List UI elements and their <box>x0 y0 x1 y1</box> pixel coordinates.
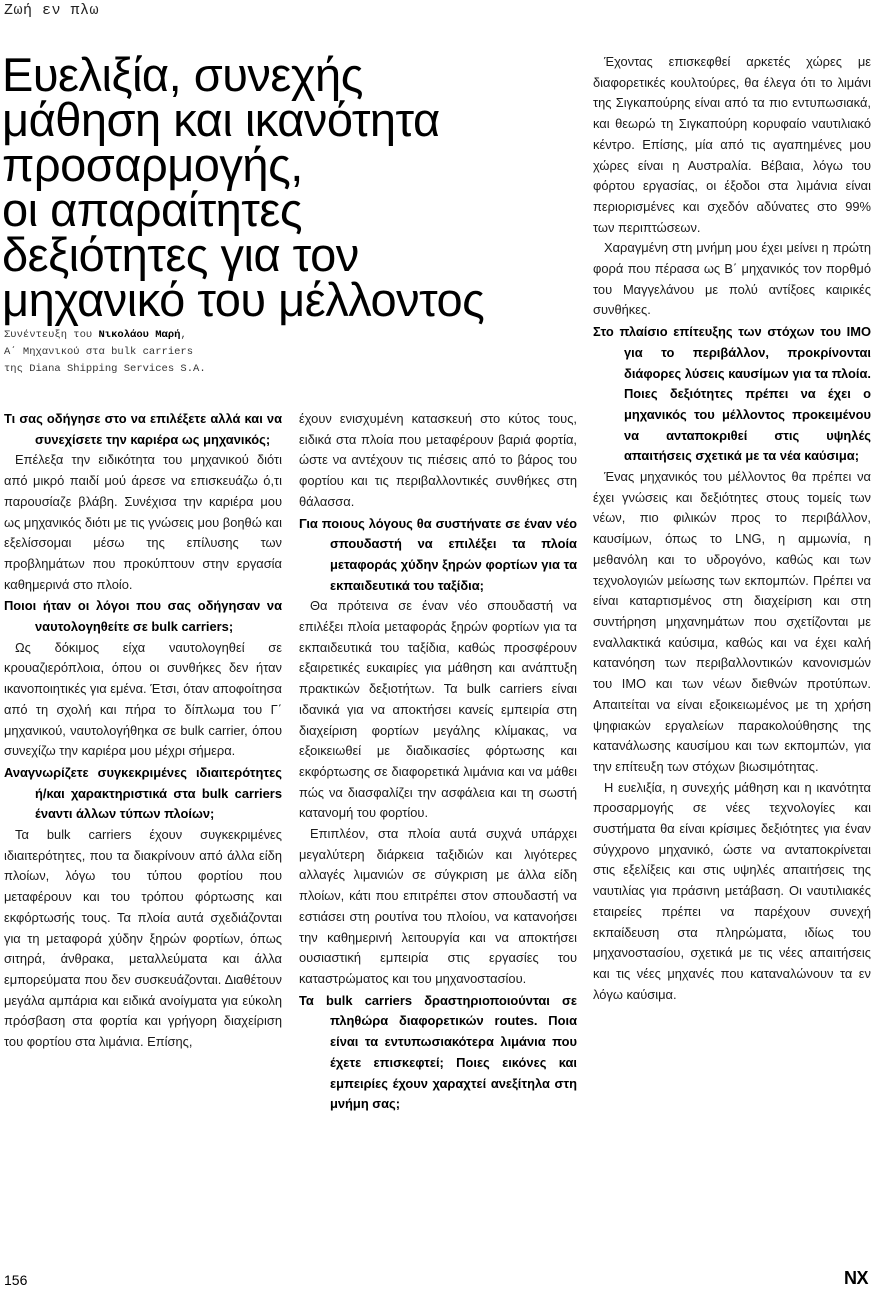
magazine-logo: NX <box>843 1268 868 1288</box>
headline-line: μάθηση και ικανότητα <box>2 93 440 146</box>
byline-prefix: Συνέντευξη του <box>4 329 99 341</box>
section-label: Ζωή εν πλω <box>4 2 100 19</box>
interviewee-name: Νικολάου Μαρή <box>98 329 181 341</box>
answer-paragraph: έχουν ενισχυμένη κατασκευή στο κύτος τους, ειδικά στα πλοία που μεταφέρουν βαριά φορτία, ώστε να αντέχουν τις πιέσεις από το βάρος του φορτίου και τις περιβαλλοντικές συνθήκες στη θάλασσα. <box>299 411 577 509</box>
article-column-1 <box>4 409 282 1053</box>
answer-paragraph: Ως δόκιμος είχα ναυτολογηθεί σε κρουαζιερόπλοια, όπου οι συνθήκες δεν ήταν ικανοποιητικές για εμένα. Έτσι, όταν αποφοίτησα από τη σχολή και πήρα το δίπλωμα του Γ΄ μηχανικού, ναυτολογήθηκα σε bulk carrier, όπου συνεχίζω την καριέρα μου μέχρι σήμερα. <box>4 639 282 759</box>
headline-line: προσαρμογής, <box>2 138 303 191</box>
headline-line: οι απαραίτητες <box>2 183 302 236</box>
interview-question: Ποιοι ήταν οι λόγοι που σας οδήγησαν να ναυτολογηθείτε σε bulk carriers; <box>4 598 282 635</box>
interview-question: Αναγνωρίζετε συγκεκριμένες ιδιαιτερότητες ή/και χαρακτηριστικά στα bulk carriers έναντι άλλων τύπων πλοίων; <box>4 764 282 822</box>
byline <box>4 327 304 378</box>
article-column-3 <box>593 52 871 1005</box>
answer-paragraph: Επιπλέον, στα πλοία αυτά συχνά υπάρχει μεγαλύτερη διάρκεια ταξιδιών και λιγότερες αλλαγές λιμανιών σε σύγκριση με άλλα είδη πλοίων, κάτι που επιτρέπει στον σπουδαστή να εστιάσει στη ρουτίνα του πλοίου, να κατανοήσει την καθημερινή λειτουργία και να αποκτήσει ουσιαστική εμπειρία στις εργασίες του καταστρώματος και του μηχανοστασίου. <box>299 826 577 986</box>
headline-line: Ευελιξία, συνεχής <box>2 48 363 101</box>
answer-paragraph: Η ευελιξία, η συνεχής μάθηση και η ικανότητα προσαρμογής σε νέες τεχνολογίες και συστήματα θα είναι κρίσιμες δεξιότητες για έναν σύγχρονο μηχανικό, ώστε να ανταποκρίνεται στις εξελίξεις και στις υψηλές απαιτήσεις της ναυτιλίας για πράσινη μετάβαση. Οι ναυτιλιακές εταιρείες πρέπει να παρέχουν συνεχή εκπαίδευση στα πληρώματα, ιδίως του μηχανοστασίου, σχετικά με τις νέες απαιτήσεις και τις νέες μηχανές που καταναλώνουν τα εν λόγω καύσιμα. <box>593 779 871 1002</box>
answer-paragraph: Έχοντας επισκεφθεί αρκετές χώρες με διαφορετικές κουλτούρες, θα έλεγα ότι το λιμάνι της Σιγκαπούρης είναι από τα πιο εντυπωσιακά, και θεωρώ τη Σιγκαπούρη κορυφαίο ναυτιλιακό κέντρο. Επίσης, μία από τις αγαπημένες μου χώρες είναι η Αυστραλία. Βέβαια, λόγω του φόρτου εργασίας, οι έξοδοι στα λιμάνια είναι περιορισμένες και σχεδόν αδύνατες στο 99% των περιπτώσεων. <box>593 54 871 235</box>
interview-question: Για ποιους λόγους θα συστήνατε σε έναν νέο σπουδαστή να επιλέξει τα πλοία μεταφοράς χύδην ξηρών φορτίων για τα εκπαιδευτικά του ταξίδια; <box>299 515 577 593</box>
answer-paragraph: Χαραγμένη στη μνήμη μου έχει μείνει η πρώτη φορά που πέρασα ως Β΄ μηχανικός τον πορθμό του Μαγγελάνου με πολύ αντίξοες καιρικές συνθήκες. <box>593 240 871 318</box>
answer-paragraph: Ένας μηχανικός του μέλλοντος θα πρέπει να έχει γνώσεις και δεξιότητες στους τομείς των νέων, πιο φιλικών προς το περιβάλλον, καυσίμων, όπως το LNG, η αμμωνία, η μεθανόλη και το υδρογόνο, καθώς και των τεχνολογιών μείωσης των εκπομπών. Πρέπει να είναι καταρτισμένος στη διαχείριση και στη συντήρηση μηχανημάτων που σχετίζονται με εναλλακτικά καύσιμα, καθώς και να έχει καλή κατανόηση των περιβαλλοντικών κανονισμών του IMO και των νέων διεθνών προτύπων. Απαιτείται να είναι εξοικειωμένος με τη χρήση ψηφιακών εργαλείων παρακολούθησης της κατανάλωσης καυσίμου και των εκπομπών, για την επίτευξη των στόχων βιωσιμότητας. <box>593 469 871 774</box>
answer-paragraph: Τα bulk carriers έχουν συγκεκριμένες ιδιαιτερότητες, που τα διακρίνουν από άλλα είδη πλοίων, λόγω του τύπου φορτίου που μεταφέρουν και του τρόπου φόρτωσης και εκφόρτωσής τους. Τα πλοία αυτά σχεδιάζονται για τη μεταφορά χύδην ξηρών φορτίων, όπως σιτηρά, άνθρακα, μεταλλεύματα και άλλα εμπορεύματα που δεν συσκευάζονται. Διαθέτουν μεγάλα αμπάρια και ειδικά ανοίγματα για εύκολη πρόσβαση στα φορτία και γρήγορη διαχείριση του φορτίου στα λιμάνια. Επίσης, <box>4 827 282 1050</box>
interviewee-role: Α΄ Μηχανικού στα bulk carriers <box>4 346 194 358</box>
headline-line: δεξιότητες για τον <box>2 228 359 281</box>
interview-question: Τι σας οδήγησε στο να επιλέξετε αλλά και να συνεχίσετε την καριέρα ως μηχανικός; <box>4 411 282 447</box>
page-number: 156 <box>4 1272 28 1288</box>
headline-line: μηχανικό του μέλλοντος <box>2 273 485 326</box>
article-column-2 <box>299 409 577 1115</box>
interview-question: Τα bulk carriers δραστηριοποιούνται σε πληθώρα διαφορετικών routes. Ποια είναι τα εντυπωσιακότερα λιμάνια που έχετε επισκεφτεί; Ποιες εικόνες και εμπειρίες έχουν χαραχτεί ανεξίτηλα στη μνήμη σας; <box>299 992 577 1112</box>
answer-paragraph: Θα πρότεινα σε έναν νέο σπουδαστή να επιλέξει πλοία μεταφοράς ξηρών φορτίων για τα εκπαιδευτικά του ταξίδια, καθώς προσφέρουν εξαιρετικές ευκαιρίες για μάθηση και ανάπτυξη πρακτικών δεξιοτήτων. Τα bulk carriers είναι ιδανικά για να αποκτήσει κανείς εμπειρία στη διαχείριση φορτίων μεγάλης κλίμακας, να εξοικειωθεί με διαδικασίες φόρτωσης και εκφόρτωσης σε διαφορετικά λιμάνια και να μάθει πώς να διασφαλίζει την ασφάλεια και τη σωστή κατανομή του φορτίου. <box>299 598 577 821</box>
answer-paragraph: Επέλεξα την ειδικότητα του μηχανικού διότι από μικρό παιδί μού άρεσε να επισκευάζω ό,τι παρουσίαζε βλάβη. Συνέχισα την καριέρα μου ως μηχανικός διότι με τις γνώσεις μου βοηθώ και εξελίσσομαι μέσω της επίλυσης των προβλημάτων που προκύπτουν στην εργασία καθημερινά στο πλοίο. <box>4 452 282 592</box>
interviewee-company: της Diana Shipping Services S.A. <box>4 363 206 375</box>
article-headline <box>2 48 587 326</box>
byline-suffix: , <box>180 329 187 341</box>
interview-question: Στο πλαίσιο επίτευξης των στόχων του IMO για το περιβάλλον, προκρίνονται διάφορες λύσεις καυσίμων για τα πλοία. Ποιες δεξιότητες πρέπει να έχει ο μηχανικός του μέλλοντος προκειμένου να ανταποκριθεί στις υψηλές απαιτήσεις σχετικά με τα νέα καύσιμα; <box>593 324 871 464</box>
